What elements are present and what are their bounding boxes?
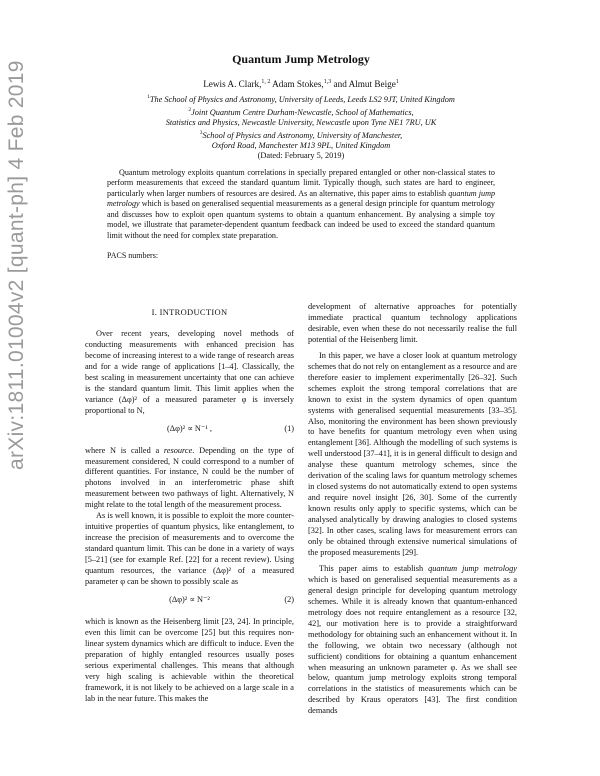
author-name: and Almut Beige (333, 79, 396, 90)
equation-number: (2) (284, 594, 294, 604)
author-name: Adam Stokes, (272, 79, 324, 90)
paragraph-text: which is based on generalised sequential measurements as a general design principle for developing quantum metrology schemes. While it is already known that quantum-enhanced metrology does not require entanglement as a resource [32, 42], our motivation here is to provide a straightforward methodology for obtaining such an enhancement without it. In the following, we obtain two necessary (although not sufficient) conditions for obtaining a quantum enhancement when measuring an unknown parameter φ. As we shall see below, quantum jump metrology exploits strong temporal correlations in the statistics of measurements which can be described by Kraus operators [43]. The first condition demands (308, 574, 517, 716)
equation-1 (85, 424, 294, 438)
abstract (107, 168, 495, 242)
dated-line: (Dated: February 5, 2019) (257, 151, 345, 161)
affiliation-line (85, 141, 517, 151)
left-column (85, 302, 294, 705)
affiliation-line (85, 105, 517, 118)
abstract-emphasis: quantum jump metrology (107, 188, 496, 209)
pacs-numbers: PACS numbers: (107, 251, 159, 261)
paragraph-emphasis: resource (163, 445, 193, 455)
affiliation-text: Statistics and Physics, Newcastle University, Newcastle upon Tyne NE1 7RU, UK (165, 118, 437, 127)
paragraph-text: This paper aims to establish (319, 563, 429, 573)
equation-body: (Δφ)² ∝ N⁻¹ , (167, 423, 212, 433)
affiliation-text: Oxford Road, Manchester M13 9PL, United Kingdom (211, 141, 391, 151)
paper-page (85, 52, 517, 716)
paragraph (308, 564, 517, 717)
affiliation-text: Joint Quantum Centre Durham-Newcastle, School of Mathematics, (191, 107, 414, 117)
paragraph: development of alternative approaches for potentially immediate practical quantum technology applications desirable, even when these do not necessarily realise the full potential of the Heisenberg limit. (308, 302, 517, 344)
equation-number: (1) (284, 423, 294, 433)
arxiv-stamp: arXiv:1811.01004v2 [quant-ph] 4 Feb 2019 (5, 60, 28, 470)
paragraph-text: . Depending on the type of measurement considered, N could correspond to a number of different quantities. For instance, N could be the number of photons involved in an interferometric phase shift measurement between two pathways of light. Alternatively, N might relate to the total length of the measurement process. (85, 445, 294, 510)
author-affiliation-marker: 1 (395, 79, 399, 85)
affiliation-text: School of Physics and Astronomy, University of Manchester, (202, 130, 403, 140)
paragraph-emphasis: quantum jump metrology (428, 563, 517, 573)
right-column (308, 302, 517, 717)
equation-body: (Δφ)² ∝ N⁻² (169, 594, 210, 604)
paragraph: which is known as the Heisenberg limit [23, 24]. In principle, even this limit can be overcome [25] but this requires non-linear system dynamics which are difficult to induce. Even the preparation of highly entangled resources usually poses serious experimental challenges. This means that although very high scaling is achievable within the theoretical framework, it is not likely to be achieved on a large scale in a lab in the near future. This makes the (85, 616, 294, 703)
affiliation-line (85, 92, 517, 105)
affiliation-marker: 3 (199, 130, 203, 137)
abstract-text: which is based on generalised sequential measurements as a general design principle for quantum metrology and discusses how to exploit open quantum systems to obtain a quantum enhancement. By analysing a simple toy model, we illustrate that parameter-dependent quantum feedback can indeed be used to exceed the standard quantum limit without the need for complex state preparation. (107, 199, 495, 240)
author-affiliation-marker: 1, 2 (261, 79, 271, 85)
equation-2 (85, 595, 294, 609)
paragraph: In this paper, we have a closer look at quantum metrology schemes that do not rely on entanglement as a resource and are therefore easier to implement experimentally [26–32]. Such schemes exploit the strong temporal correlations that are known to exist in the system dynamics of open quantum systems with generalised sequential measurements [33–35]. Also, monitoring the environment has been shown previously to have benefits for quantum metrology even when using entanglement [36]. Although the modelling of such systems is well understood [37–41], it is in general difficult to design and analyse these quantum metrology schemes, since the derivation of the scaling laws for quantum metrology schemes in closed systems do not automatically extend to open systems and require novel insight [26, 30]. Some of the currently known results only apply to specific systems, which can be analysed analytically by drawing analogies to closed systems [32]. In other cases, scaling laws for measurement errors can only be obtained through extensive numerical simulations of the proposed measurements [29]. (308, 350, 517, 557)
paper-title: Quantum Jump Metrology (232, 52, 370, 66)
author-list (85, 79, 517, 89)
affiliation-marker: 2 (188, 107, 192, 114)
paragraph: As is well known, it is possible to exploit the more counter-intuitive properties of quantum physics, like entanglement, to increase the precision of measurements and to overcome the standard quantum limit. This can be done in a variety of ways [5–21] (see for example Ref. [22] for a recent review). Using quantum resources, the variance (Δφ)² of a measured parameter φ can be shown to possibly scale as (85, 511, 295, 587)
affiliation-line (85, 118, 517, 128)
paragraph-text: where N is called a (85, 445, 164, 455)
author-name: Lewis A. Clark, (203, 79, 262, 90)
author-affiliation-marker: 1,3 (323, 79, 332, 85)
affiliation-line (85, 128, 517, 141)
abstract-text: Quantum metrology exploits quantum correlations in specially prepared entangled or other non-classical states to perform measurements that exceed the standard quantum limit. Typically though, such states are hard to engineer, particularly when larger numbers of resources are desired. As an alternative, this paper aims to establish (107, 167, 495, 198)
paragraph: Over recent years, developing novel methods of conducting measurements with enhanced precision has become of increasing interest to a wide range of research areas and for a wide range of applications [1–4]. Classically, the best scaling in measurement uncertainty that one can achieve is the standard quantum limit. This limit applies when the variance (Δφ)² of a measured parameter φ is inversely proportional to N, (85, 328, 294, 415)
paragraph (85, 446, 294, 512)
affiliation-text: The School of Physics and Astronomy, University of Leeds, Leeds LS2 9JT, United Kingdom (149, 94, 455, 104)
section-heading: I. INTRODUCTION (151, 307, 228, 317)
affiliation-marker: 1 (147, 94, 150, 101)
